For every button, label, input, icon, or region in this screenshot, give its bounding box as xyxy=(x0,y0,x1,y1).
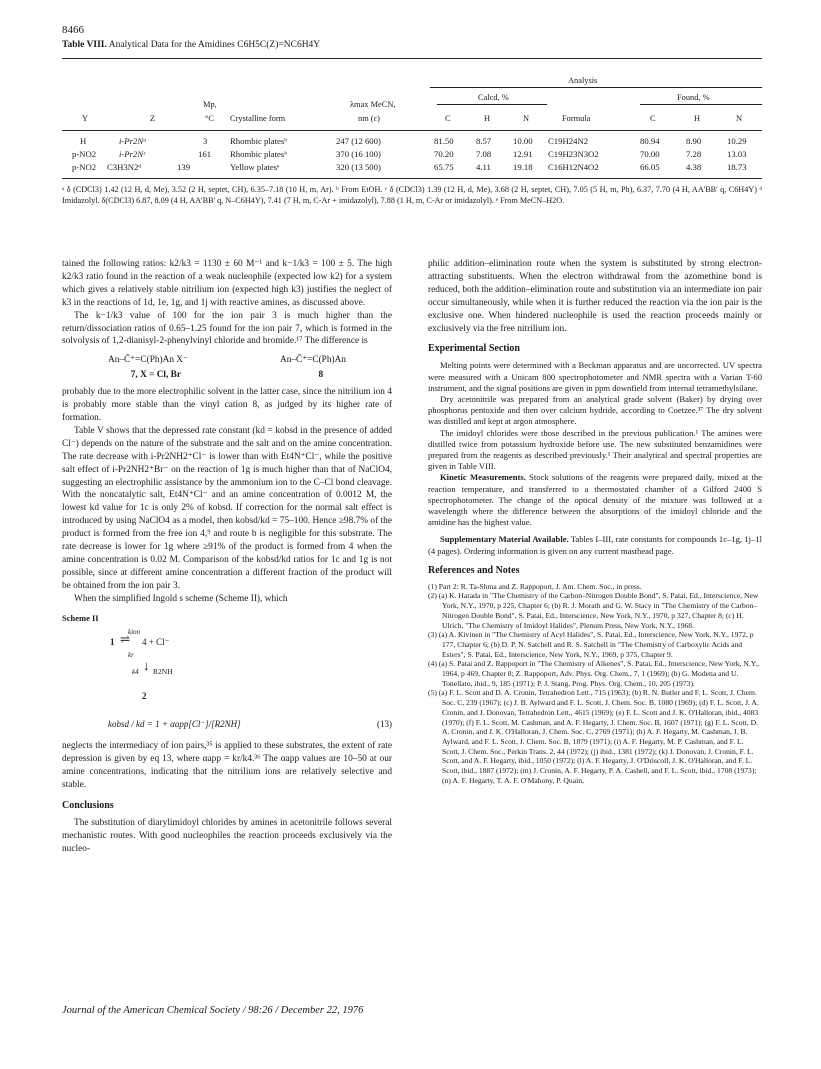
equation-label-7: 7, X = Cl, Br xyxy=(130,370,181,381)
header-calcd: Calcd, % xyxy=(478,93,509,102)
header-crystalline-form: Crystalline form xyxy=(230,114,286,123)
equation-13-number: (13) xyxy=(377,719,392,730)
scheme-r2nh: R2NH xyxy=(153,667,173,677)
cell-mp: 3 xyxy=(203,136,208,146)
cell-lambda: 370 (16 100) xyxy=(336,149,381,159)
cell-calc-n: 10.00 xyxy=(513,136,533,146)
scheme-kion: kion xyxy=(128,628,141,637)
cell-z: i-Pr2Nᵃ xyxy=(119,136,147,146)
paragraph: When the simplified Ingold s scheme (Scheme II), which xyxy=(74,593,288,604)
cell-calc-h: 4.11 xyxy=(476,162,491,172)
cell-formula: C16H12N4O2 xyxy=(548,162,599,172)
table-row xyxy=(0,162,821,174)
cell-calc-c: 70.20 xyxy=(434,149,454,159)
scheme-kr: kr xyxy=(128,651,134,660)
equation-ion-8: An–C̄⁺=C(Ph)An xyxy=(280,355,346,366)
left-column xyxy=(62,258,392,856)
scheme-equilibrium-arrow: ⇌ xyxy=(120,632,131,647)
conclusions-heading: Conclusions xyxy=(62,800,114,812)
references-list xyxy=(428,582,762,786)
equation-ion-7: An–C̄⁺=C(Ph)An X⁻ xyxy=(108,355,188,366)
equation-13 xyxy=(62,718,392,736)
right-column xyxy=(428,258,762,785)
journal-footer: Journal of the American Chemical Society / 98:26 / December 22, 1976 xyxy=(62,1005,364,1016)
cell-z: i-Pr2Nᶜ xyxy=(119,149,146,159)
reference-item: (4) (a) S. Patai and Z. Rappoport in "The Chemistry of Alkenes", S. Patai, Ed., Interscience, New York, N.Y., 1964, p 469, Chapter 8; Z. Rappoport, Adv. Phys. Org. Chem., 7, 1 (1969); (b) G. Modena and U. Tonellato, ibid., 9, 185 (1971); P. J. Stang, Prog. Phys. Org. Chem., 10, 205 (1973). xyxy=(428,659,760,688)
table-header-rule xyxy=(62,130,762,131)
cell-calc-c: 65.75 xyxy=(434,162,454,172)
table-bottom-rule xyxy=(62,178,762,179)
cell-mp: 161 xyxy=(198,149,212,159)
header-mp-bottom: °C xyxy=(205,114,214,123)
paragraph: Dry acetonitrile was prepared from an analytical grade solvent (Baker) by drying over phosphorus pentoxide and then over calcium hydride, according to Coetzee.³⁷ The dry solvent was distilled and kept at argon atmosphere. xyxy=(428,393,762,427)
paragraph: neglects the intermediacy of ion pairs,³⁵ is applied to these substrates, the extent of rate depression is given by eq 13, where αapp = kr/k4.³⁶ The αapp values are 10–50 at our amine concentrations, indicating that the nitrilium ions are relatively selective and stable. xyxy=(62,741,392,791)
cell-found-c: 66.05 xyxy=(640,162,660,172)
cell-formula: C19H23N3O2 xyxy=(548,149,599,159)
equation-label-8: 8 xyxy=(318,370,324,381)
header-lambda-bottom: nm (ε) xyxy=(358,114,380,123)
supplementary-heading: Supplementary Material Available. xyxy=(440,534,569,545)
cell-z: C3H3N2ᵈ xyxy=(107,162,142,172)
cell-formula: C19H24N2 xyxy=(548,136,589,146)
header-mp-top: Mp, xyxy=(203,100,217,109)
header-z: Z xyxy=(150,114,156,123)
scheme-ii xyxy=(62,626,392,714)
reference-item: (5) (a) F. L. Scott and D. A. Cronin, Tetrahedron Lett., 715 (1963); (b) R. N. Butler and F. L. Scott, J. Chem. Soc. C, 239 (1967); (c) J. B. Aylward and F. L. Scott, J. Chem. Soc. B, 1080 (1969); (d) F. L. Scott, J. A. Cronin, and J. Donovan, Tetrahedron Lett., 4615 (1969); (e) F. L. Scott and J. K. O'Halloran, ibid., 4083 (1970); (f) F. L. Scott, M. Cashman, and A. F. Hegarty, J. Chem. Soc. B, 1607 (1971); (g) F. L. Scott, D. A. Cronin, and J. K. O'Halloran, J. Chem. Soc. C, 2769 (1971); (h) A. F. Hegarty, M. Cashman, J. B. Aylward, and F. L. Scott, J. Chem. Soc. B, 1879 (1971); (i) A. F. Hegarty, M. P. Cashman, and F. L. Scott, J. Chem. Soc., Perkin Trans. 2, 44 (1972); (j) ibid., 1381 (1972); (k) J. Donovan, J. Cronin, F. L. Scott, and A. F. Hegarty, ibid., 1050 (1972); (l) A. F. Hegarty, J. O'Driscoll, J. K. O'Halloran, and F. L. Scott, ibid., 1887 (1972); (m) J. Cronin, A. F. Hegarty, P. A. Cashell, and F. L. Scott, ibid., 1708 (1973); (n) A. F. Hegarty, T. A. F. O'Mahony, P. Quain, xyxy=(428,688,759,785)
cell-mp: 139 xyxy=(177,162,191,172)
header-found-h: H xyxy=(694,114,701,123)
cell-found-h: 4.38 xyxy=(686,162,702,172)
experimental-heading: Experimental Section xyxy=(428,343,520,355)
paragraph: The substitution of diarylimidoyl chlorides by amines in acetonitrile follows several mechanistic routes. With good nucleophiles the reaction proceeds exclusively via the nucleo- xyxy=(62,818,392,854)
cell-form: Rhombic platesᵇ xyxy=(230,149,287,159)
scheme-down-arrow: ↓ xyxy=(143,658,150,674)
header-calc-n: N xyxy=(523,114,530,123)
cell-form: Rhombic platesᵇ xyxy=(230,136,287,146)
scheme-products: 4 + Cl⁻ xyxy=(142,637,170,648)
cell-lambda: 247 (12 600) xyxy=(336,136,381,146)
table-calcd-rule xyxy=(437,104,547,105)
cell-y: p-NO2 xyxy=(72,162,97,172)
paragraph: Melting points were determined with a Beckman apparatus and are uncorrected. UV spectra were measured with a Unicam 800 spectrophotometer and NMR spectra with a Varian T-60 instrument, and the signal positions are given in ppm downfield from internal tetramethylsilane. xyxy=(428,360,762,393)
cell-y: p-NO2 xyxy=(72,149,97,159)
header-found-n: N xyxy=(736,114,743,123)
paragraph: Table V shows that the depressed rate constant (kd = kobsd in the presence of added Cl⁻) depends on the nature of the substrate and the salt and on the amine concentration. The rate decrease with i-Pr2NH2⁺Cl⁻ is lower than with Et4N⁺Cl⁻, while the positive salt effect of i-Pr2NH2⁺Br⁻ on the reaction of 1g is much higher than that of NaClO4, suggesting an electrophilic assistance by the ammonium ion to the C–Cl bond cleavage. With the noncatalytic salt, Et4N⁺Cl⁻ and an amine concentration of 0.0012 M, the lowest kd value for 1c is only 2% of kobsd. If correction for the normal salt effect is introduced by using NaClO4 as a model, then kobsd/kd = 75–100. Hence ≥98.7% of the product is formed from the free ion 4,⁹ and route b is negligible for this substrate. The rate decrease is lower for 1g where ≥91% of the product is formed from 4 when the amine concentration is 0.02 M. Comparison of the kobsd/kd ratios for 1c and 1g is not possible, since at different amine concentration a different fraction of the product will be obtained from the ion pair 3. xyxy=(62,425,392,591)
table-row xyxy=(0,149,821,161)
cell-lambda: 320 (13 500) xyxy=(336,162,381,172)
cell-form: Yellow platesᵉ xyxy=(230,162,280,172)
paragraph: tained the following ratios: k2/k3 = 1130 ± 60 M⁻¹ and k−1/k3 = 100 ± 5. The high k2/k3 ratio found in the reaction of a weak nucleophile (expected low k2) for a system which gives a relatively stable nitrilium ion (expected high k3) justifies the neglect of k3 in the reactions of 1d, 1e, 1g, and 1j with reactive amines, as discussed above. xyxy=(62,259,392,308)
experimental-section xyxy=(428,360,762,556)
cell-y: H xyxy=(80,136,87,146)
paragraph xyxy=(428,534,762,556)
table-row xyxy=(0,136,821,148)
kinetic-heading: Kinetic Measurements. xyxy=(440,472,526,483)
cell-found-h: 7.28 xyxy=(686,149,702,159)
cell-found-n: 18.73 xyxy=(727,162,747,172)
reference-item: (2) (a) K. Harada in "The Chemistry of the Carbon–Nitrogen Double Bond", S. Patai, Ed., Interscience, New York, N.Y., 1970, p 225, Chapter 6; (b) R. J. Morath and G. W. Stacy in "The Chemistry of the Carbon–Nitrogen Double Bond", S. Patai, Ed., Interscience, New York, N.Y., 1970, p 327, Chapter 8; (c) H. Ulrich, "The Chemistry of Imidoyl Halides", Plenum Press, New York, N.Y., 1968. xyxy=(428,591,759,630)
scheme-title: Scheme II xyxy=(62,612,99,623)
scheme-species-2: 2 xyxy=(142,691,147,702)
paragraph xyxy=(428,472,762,528)
paragraph: philic addition–elimination route when the system is substituted by strong electron-attracting substituents. When the electron withdrawal from the azomethine bond is reduced, both the addition–elimination route and substitution via an intermediate ion pair occur simultaneously, while when it is further reduced the reaction via the ion pair is the exclusive one. When hindered nucleophile is used the reaction proceeds mainly or exclusively via the free nitrilium ion. xyxy=(428,259,762,334)
header-calc-c: C xyxy=(445,114,451,123)
kinetic-text: Stock solutions of the reagents were prepared daily, mixed at the reaction temperature, and transferred to a thermostated chamber of a Gilford 2400 S spectrophotometer. The change of the optical density of the mixture was followed at a wavelength where the difference between the absorptions of the imidoyl chloride and the amidine has the highest value. xyxy=(428,472,762,528)
reference-item: (1) Part 2: R. Ta-Shma and Z. Rappoport, J. Am. Chem. Soc., in press. xyxy=(428,581,642,591)
scheme-k4: k4 xyxy=(132,668,139,677)
header-analysis: Analysis xyxy=(568,76,598,85)
cell-calc-h: 8.57 xyxy=(476,136,492,146)
table-label: Table VIII. xyxy=(62,40,107,50)
header-calc-h: H xyxy=(484,114,491,123)
header-found-c: C xyxy=(650,114,656,123)
table-top-rule xyxy=(62,58,762,59)
page-number: 8466 xyxy=(62,24,84,36)
header-lambda-top: λmax MeCN, xyxy=(350,100,396,109)
table-caption xyxy=(62,40,762,50)
cell-found-c: 70.00 xyxy=(640,149,660,159)
header-found: Found, % xyxy=(677,93,710,102)
cell-calc-h: 7.08 xyxy=(476,149,492,159)
paragraph: The k−1/k3 value of 100 for the ion pair 3 is much higher than the return/dissociation ratios of 0.65–1.25 found for the ion pair 7, which is formed in the solvolysis of 1,2-dianisyl-2-phenylvinyl chloride and bromide.¹⁷ The difference is xyxy=(62,310,392,347)
cell-found-h: 8.90 xyxy=(686,136,702,146)
cell-found-c: 80.94 xyxy=(640,136,660,146)
cell-calc-c: 81.50 xyxy=(434,136,454,146)
table-found-rule xyxy=(640,104,762,105)
scheme-species-1: 1 xyxy=(110,637,115,648)
table-footnote: ᵃ δ (CDCl3) 1.42 (12 H, d, Me), 3.52 (2 H, septet, CH), 6.35–7.18 (10 H, m, Ar). ᵇ From EtOH. ᶜ δ (CDCl3) 1.39 (12 H, d, Me), 3.68 (2 H, septet, CH), 7.05 (5 H, m, Ph), 6.37, 7.70 (4 H, AA'BB' q, C6H4Y) ᵈ Imidazolyl. δ(CDCl3) 6.87, 8.09 (4 H, AA'BB' q, N–C6H4Y), 7.41 (7 H, m, C-Ar + imidazolyl), 7.88 (1 H, m, C-Ar or imidazolyl). ᵉ From MeCN–H2O. xyxy=(62,185,762,205)
cell-calc-n: 12.91 xyxy=(513,149,533,159)
header-formula: Formula xyxy=(562,114,591,123)
table-analysis-rule xyxy=(430,87,762,88)
cell-calc-n: 19.18 xyxy=(513,162,533,172)
equation-13-body: kobsd / kd = 1 + αapp[Cl⁻]/[R2NH] xyxy=(108,719,241,730)
reference-item: (3) (a) A. Kivinen in "The Chemistry of Acyl Halides", S. Patai, Ed., Interscience, New York, N.Y., 1972, p 177, Chapter 6; (b) D. P. N. Satchell and R. S. Satchell in "The Chemistry of Carboxylic Acids and Esters", S. Patai, Ed., Interscience, New York, N.Y., 1969, p 375, Chapter 9. xyxy=(428,630,754,659)
header-y: Y xyxy=(82,114,89,123)
cell-found-n: 10.29 xyxy=(727,136,747,146)
supplementary-text: Tables I–III, rate constants for compounds 1c–1g, 1j–1l (4 pages). Ordering information is given on any current masthead page. xyxy=(428,534,762,556)
cell-found-n: 13.03 xyxy=(727,149,747,159)
paragraph: The imidoyl chlorides were those described in the previous publication.¹ The amines were distilled twice from potassium hydroxide before use. The new substituted benzamidines were prepared from the reagents as described previously.¹ Their analytical and spectral properties are given in Table VIII. xyxy=(428,427,762,472)
references-heading: References and Notes xyxy=(428,564,520,576)
equation-ions xyxy=(62,354,392,382)
paragraph: probably due to the more electrophilic solvent in the latter case, since the nitrilium ion 4 is probably more stable than the vinyl cation 8, as judged by its higher rate of formation. xyxy=(62,387,392,423)
table-title: Analytical Data for the Amidines C6H5C(Z)=NC6H4Y xyxy=(108,40,321,50)
